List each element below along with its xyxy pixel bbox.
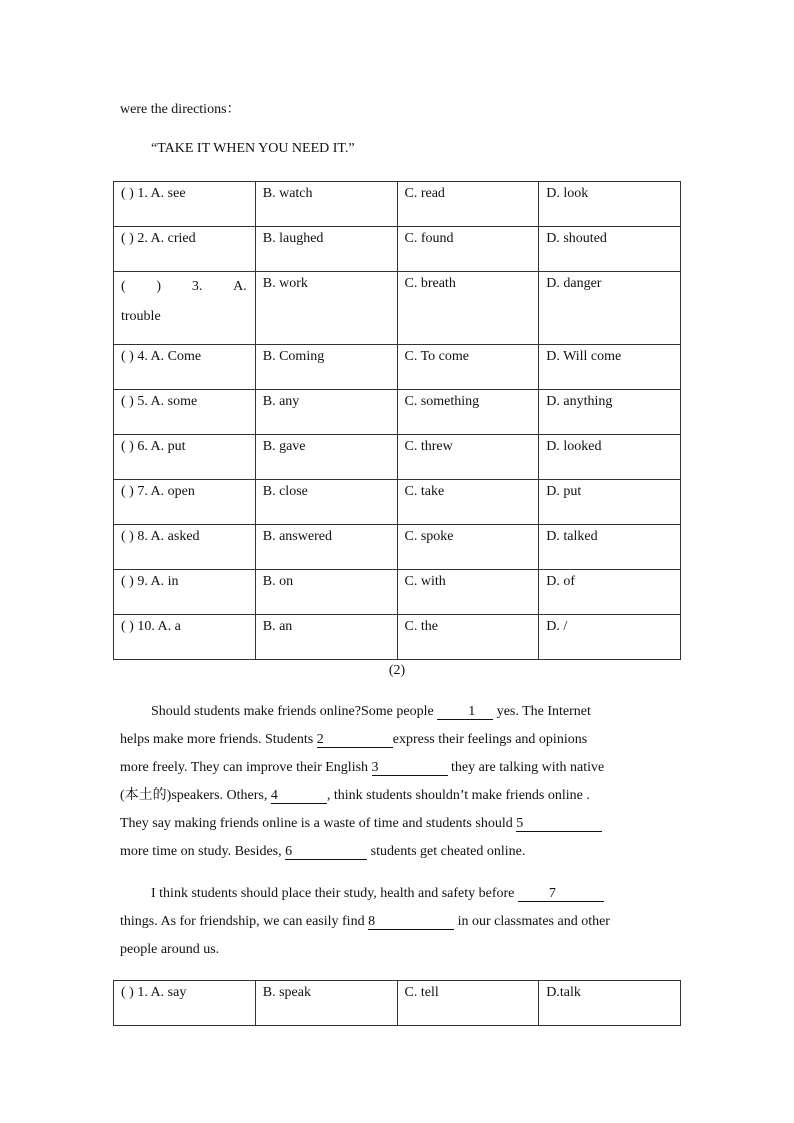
options-table-2	[113, 980, 681, 1026]
option-b-cell: B. Coming	[255, 345, 397, 390]
table-row	[114, 390, 681, 435]
question-cell	[114, 272, 256, 345]
bracket-open: (	[121, 279, 126, 294]
question-cell: ( ) 1. A. say	[114, 981, 256, 1026]
blank-2: 2	[317, 733, 393, 748]
option-d-cell: D. anything	[539, 390, 681, 435]
passage-line	[120, 782, 672, 810]
table-row	[114, 981, 681, 1026]
question-cell: ( ) 6. A. put	[114, 435, 256, 480]
intro-line: were the directions：	[120, 102, 241, 117]
option-d-cell: D. danger	[539, 272, 681, 345]
passage-text: I think students should place their study, health and safety before	[151, 886, 515, 901]
passage-line	[120, 908, 672, 936]
option-d-cell: D. of	[539, 570, 681, 615]
question-cell: ( ) 4. A. Come	[114, 345, 256, 390]
option-d-cell: D. shouted	[539, 227, 681, 272]
option-b-cell: B. watch	[255, 182, 397, 227]
passage-line	[120, 698, 672, 726]
blank-3: 3	[372, 761, 448, 776]
passage-text: things. As for friendship, we can easily find	[120, 914, 365, 929]
section-label: (2)	[388, 663, 406, 678]
table-row	[114, 435, 681, 480]
option-d-cell: D. looked	[539, 435, 681, 480]
passage-line	[120, 754, 672, 782]
blank-5: 5	[516, 817, 602, 832]
option-b-cell: B. an	[255, 615, 397, 660]
option-c-cell: C. spoke	[397, 525, 539, 570]
blank-1: 1	[437, 705, 493, 720]
passage-text: students get cheated online.	[370, 844, 526, 859]
table-row	[114, 570, 681, 615]
table-row	[114, 345, 681, 390]
table-row	[114, 525, 681, 570]
passage-text: more time on study. Besides,	[120, 844, 282, 859]
option-c-cell: C. found	[397, 227, 539, 272]
quote-line: “TAKE IT WHEN YOU NEED IT.”	[151, 141, 355, 156]
passage-text: yes. The Internet	[496, 704, 591, 719]
option-c-cell: C. take	[397, 480, 539, 525]
option-a-text: trouble	[121, 309, 161, 324]
passage-text: people around us.	[120, 942, 220, 957]
question-cell: ( ) 1. A. see	[114, 182, 256, 227]
option-d-cell: D. look	[539, 182, 681, 227]
option-b-cell: B. gave	[255, 435, 397, 480]
question-cell: ( ) 7. A. open	[114, 480, 256, 525]
passage-text: helps make more friends. Students	[120, 732, 314, 747]
option-b-cell: B. any	[255, 390, 397, 435]
passage-line	[120, 726, 672, 754]
passage-text: they are talking with native	[451, 760, 605, 775]
passage-paragraph-1	[120, 698, 672, 866]
blank-4: 4	[271, 789, 327, 804]
option-c-cell: C. something	[397, 390, 539, 435]
question-cell: ( ) 5. A. some	[114, 390, 256, 435]
table-row	[114, 227, 681, 272]
option-b-cell: B. work	[255, 272, 397, 345]
table-row	[114, 182, 681, 227]
passage-text: They say making friends online is a waste of time and students should	[120, 816, 513, 831]
table-row	[114, 272, 681, 345]
passage-line	[120, 936, 672, 964]
passage-text: , think students shouldn’t make friends online .	[326, 788, 590, 803]
options-table-1	[113, 181, 681, 660]
option-b-cell: B. on	[255, 570, 397, 615]
option-b-cell: B. close	[255, 480, 397, 525]
option-c-cell: C. To come	[397, 345, 539, 390]
passage-line	[120, 880, 672, 908]
option-b-cell: B. answered	[255, 525, 397, 570]
option-d-cell: D.talk	[539, 981, 681, 1026]
option-c-cell: C. read	[397, 182, 539, 227]
option-d-cell: D. /	[539, 615, 681, 660]
question-number: 3.	[191, 279, 203, 294]
option-a-letter: A.	[233, 279, 247, 294]
blank-6: 6	[285, 845, 367, 860]
option-c-cell: C. threw	[397, 435, 539, 480]
option-c-cell: C. tell	[397, 981, 539, 1026]
blank-7: 7	[518, 887, 604, 902]
passage-text: more freely. They can improve their English	[120, 760, 369, 775]
question-cell: ( ) 8. A. asked	[114, 525, 256, 570]
option-c-cell: C. breath	[397, 272, 539, 345]
passage-text: in our classmates and other	[457, 914, 610, 929]
bracket-close: )	[156, 279, 162, 294]
passage-line	[120, 810, 672, 838]
passage-line	[120, 838, 672, 866]
table-row	[114, 480, 681, 525]
option-b-cell: B. laughed	[255, 227, 397, 272]
option-c-cell: C. with	[397, 570, 539, 615]
question-cell: ( ) 2. A. cried	[114, 227, 256, 272]
question-cell: ( ) 10. A. a	[114, 615, 256, 660]
passage-text: express their feelings and opinions	[392, 732, 588, 747]
table-row	[114, 615, 681, 660]
option-d-cell: D. Will come	[539, 345, 681, 390]
option-d-cell: D. talked	[539, 525, 681, 570]
option-d-cell: D. put	[539, 480, 681, 525]
passage-text: Should students make friends online?Some people	[151, 704, 434, 719]
passage-paragraph-2	[120, 880, 672, 964]
option-c-cell: C. the	[397, 615, 539, 660]
option-b-cell: B. speak	[255, 981, 397, 1026]
passage-text: (本土的)speakers. Others,	[120, 788, 268, 803]
question-cell: ( ) 9. A. in	[114, 570, 256, 615]
blank-8: 8	[368, 915, 454, 930]
